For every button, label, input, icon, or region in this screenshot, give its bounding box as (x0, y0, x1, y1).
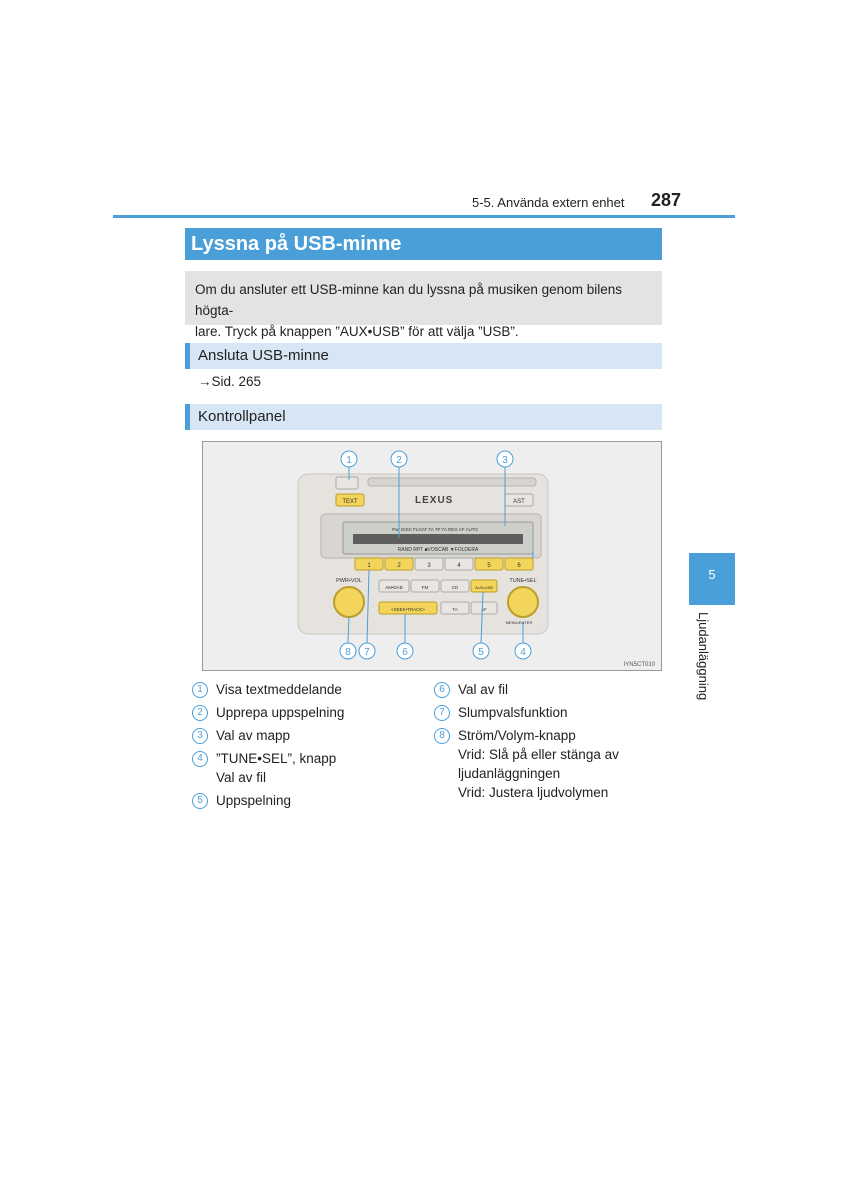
callout-1: 1 (346, 455, 352, 466)
tune-sel-knob (508, 587, 538, 617)
figure-code: IYN5CT010 (623, 662, 655, 668)
callout-6: 6 (402, 647, 408, 658)
cd-label: CD (451, 585, 459, 590)
intro-line-2: lare. Tryck på knappen ”AUX•USB” för att välja ”USB”. (195, 324, 519, 339)
preset-4-label: 4 (457, 563, 461, 569)
callout-5: 5 (478, 647, 484, 658)
section-header: 5-5. Använda extern enhet (472, 195, 625, 210)
page-number: 287 (651, 190, 682, 210)
control-panel-figure (202, 441, 662, 671)
menu-enter-label: MENU•ENTER (505, 620, 533, 625)
callout-3: 3 (502, 455, 508, 466)
display-lower: RAND RPT ■VOSCAB ▼FOLDERA (397, 547, 479, 553)
page-title: Lyssna på USB-minne (185, 228, 662, 260)
ta-label: TA (452, 607, 458, 612)
legend-item-7: 7 Slumpvalsfunktion (434, 703, 654, 722)
chapter-label: Ljudanläggning (696, 612, 711, 701)
preset-6-label: 6 (517, 563, 521, 569)
aux-usb-label: AUX•USB (475, 585, 493, 590)
am-dab-label: AM•DAB (385, 585, 403, 590)
seek-track-label: <SEEK•TRACK> (390, 607, 426, 612)
legend-left (192, 680, 412, 814)
subsection-connect-usb: Ansluta USB-minne (185, 343, 662, 369)
legend-item-2: 2 Upprepa uppspelning (192, 703, 412, 722)
preset-3-label: 3 (427, 563, 431, 569)
callout-8: 8 (345, 647, 351, 658)
ast-button-label: AST (513, 499, 525, 505)
preset-5-label: 5 (487, 563, 491, 569)
header-rule (113, 215, 735, 218)
preset-1-label: 1 (367, 563, 371, 569)
chapter-tab: 5 (689, 553, 735, 605)
legend-item-1: 1 Visa textmeddelande (192, 680, 412, 699)
callout-2: 2 (396, 455, 402, 466)
fm-label: FM (421, 585, 429, 590)
legend-item-5: 5 Uppspelning (192, 791, 412, 810)
legend-right (434, 680, 654, 806)
brand-logo: LEXUS (415, 495, 454, 506)
subsection-control-panel: Kontrollpanel (185, 404, 662, 430)
legend-item-4: 4 ”TUNE•SEL”, knapp Val av fil (192, 749, 412, 787)
callout-4: 4 (520, 647, 526, 658)
pwr-vol-knob (334, 587, 364, 617)
af-label: AF (481, 607, 487, 612)
tune-sel-label: TUNE•SEL (509, 578, 537, 584)
legend-item-3: 3 Val av mapp (192, 726, 412, 745)
page-reference: →Sid. 265 (198, 374, 262, 389)
intro-line-1: Om du ansluter ett USB-minne kan du lyssna på musiken genom bilens högta- (195, 282, 622, 318)
control-panel-illustration (203, 442, 662, 671)
pwr-vol-label: PWR•VOL (336, 578, 362, 584)
text-button-label: TEXT (342, 499, 358, 505)
intro-box (185, 271, 662, 339)
preset-2-label: 2 (397, 563, 401, 569)
display-indicators: Pwr DISC FLOAT TA TP TA REG AF AUTO (392, 527, 478, 532)
legend-item-8: 8 Ström/Volym-knapp Vrid: Slå på eller stänga av ljudanläggningen Vrid: Justera ljudvolymen (434, 726, 654, 802)
legend-item-6: 6 Val av fil (434, 680, 654, 699)
callout-7: 7 (364, 647, 370, 658)
